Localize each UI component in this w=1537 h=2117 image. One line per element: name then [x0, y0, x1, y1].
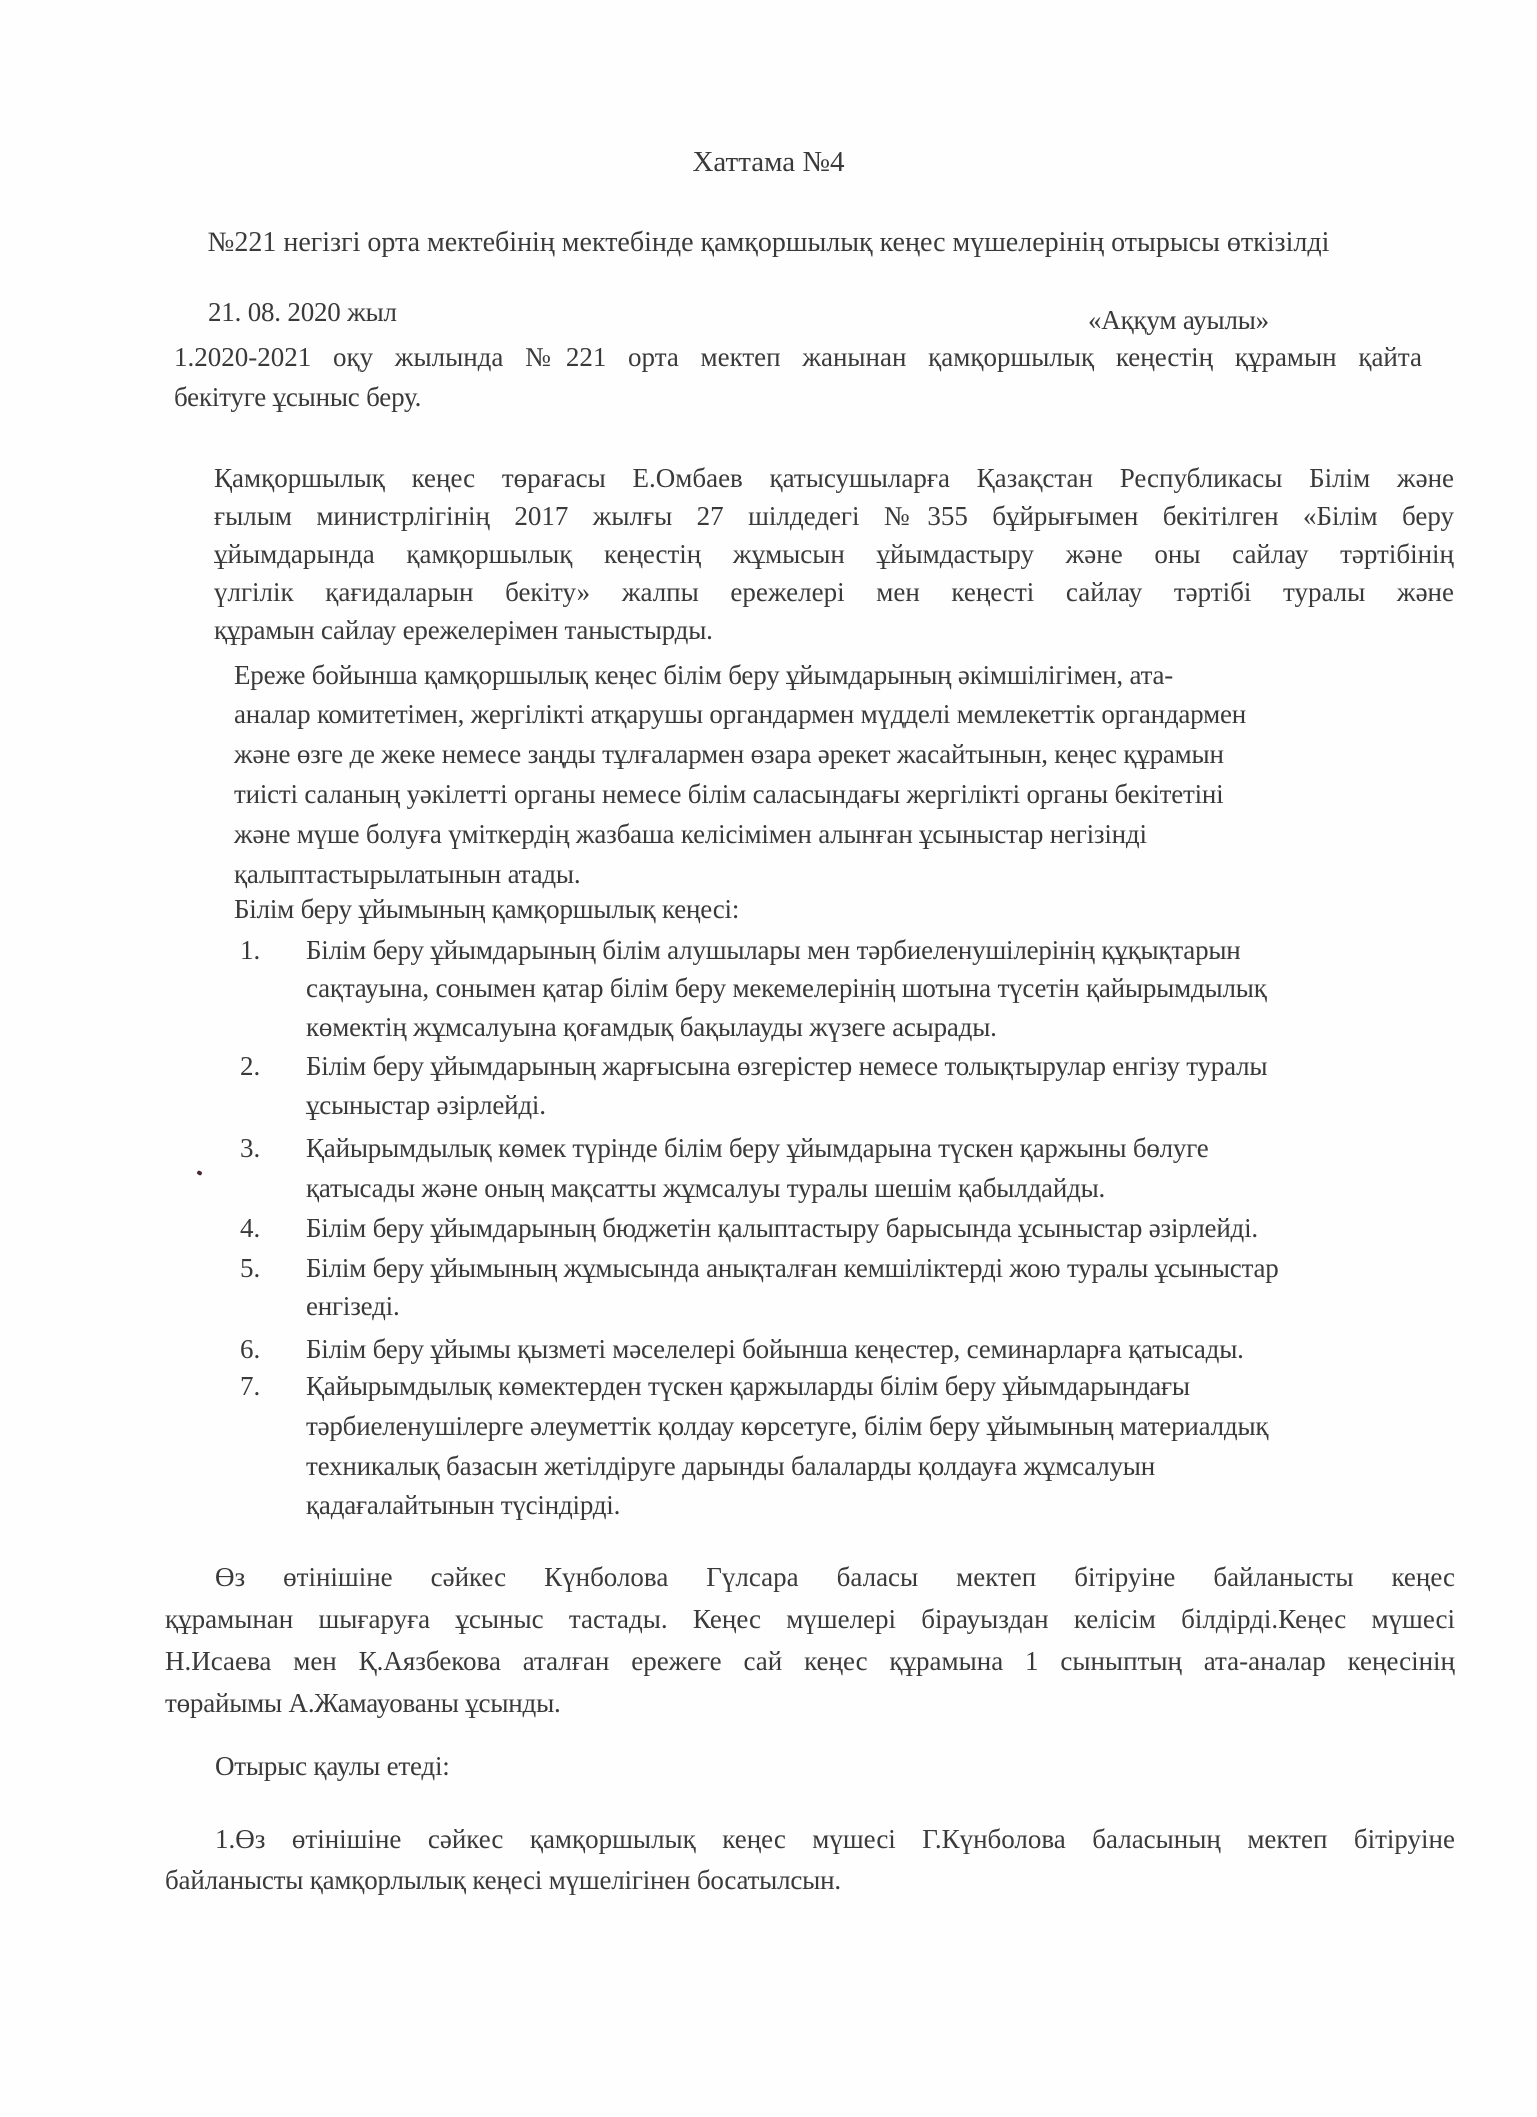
list-item-line: ұсыныстар әзірлейді.	[306, 1090, 546, 1120]
rules-line: және өзге де жеке немесе заңды тұлғалармен өзара әрекет жасайтынын, кеңес құрамын	[234, 739, 1224, 769]
list-item-line: Білім беру ұйымдарының жарғысына өзгерістер немесе толықтырулар енгізу туралы	[306, 1051, 1268, 1081]
intro-line: үлгілік қағидаларын бекіту» жалпы ережелері мен кеңесті сайлау тәртібі туралы және	[214, 577, 1454, 607]
list-item-number: 1.	[240, 935, 261, 965]
list-item-number: 7.	[240, 1371, 261, 1401]
intro-line: құрамын сайлау ережелерімен таныстырды.	[214, 615, 713, 645]
list-item-line: тәрбиеленушілерге әлеуметтік қолдау көрсетуге, білім беру ұйымының материалдық	[306, 1411, 1269, 1441]
intro-line: Қамқоршылық кеңес төрағасы Е.Омбаев қатысушыларға Қазақстан Республикасы Білім және	[214, 463, 1454, 493]
meeting-place: «Аққум ауылы»	[1088, 305, 1269, 335]
list-item-line: Білім беру ұйымының жұмысында анықталған кемшіліктерді жою туралы ұсыныстар	[306, 1253, 1279, 1283]
meeting-date: 21. 08. 2020 жыл	[208, 297, 397, 327]
intro-line: ұйымдарында қамқоршылық кеңестің жұмысын ұйымдастыру және оны сайлау тәртібінің	[214, 539, 1454, 569]
resolution-line: байланысты қамқорлылық кеңесі мүшелігінен босатылсын.	[165, 1865, 841, 1895]
list-heading: Білім беру ұйымының қамқоршылық кеңесі:	[234, 894, 740, 924]
request-line: Н.Исаева мен Қ.Аязбекова аталған ережеге сай кеңес құрамына 1 сыныптың ата-аналар кеңесінің	[165, 1646, 1455, 1676]
intro-line: ғылым министрлігінің 2017 жылғы 27 шілдедегі №355 бұйрығымен бекітілген «Білім беру	[214, 501, 1454, 531]
agenda-line-1: 1.2020-2021 оқу жылында №221 орта мектеп жанынан қамқоршылық кеңестің құрамын қайта	[174, 342, 1422, 372]
rules-line: Ереже бойынша қамқоршылық кеңес білім беру ұйымдарының әкімшілігімен, ата-	[234, 660, 1174, 690]
resolution-line: 1.Өз өтінішіне сәйкес қамқоршылық кеңес мүшесі Г.Күнболова баласының мектеп бітіруіне	[215, 1824, 1455, 1854]
document-subtitle: №221 негізгі орта мектебінің мектебінде қамқоршылық кеңес мүшелерінің отырысы өткізілді	[207, 227, 1330, 258]
list-item-line: техникалық базасын жетілдіруге дарынды балаларды қолдауға жұмсалуын	[306, 1451, 1155, 1481]
list-item-line: Қайырымдылық көмек түрінде білім беру ұйымдарына түскен қаржыны бөлуге	[306, 1133, 1209, 1163]
scan-speck	[196, 1170, 202, 1176]
request-line: Өз өтінішіне сәйкес Күнболова Гүлсара баласы мектеп бітіруіне байланысты кеңес	[215, 1562, 1455, 1592]
rules-line: аналар комитетімен, жергілікті атқарушы органдармен мүдделі мемлекеттік органдармен	[234, 699, 1246, 729]
request-line: төрайымы А.Жамауованы ұсынды.	[165, 1688, 561, 1718]
list-item-line: көмектің жұмсалуына қоғамдық бақылауды жүзеге асырады.	[306, 1012, 997, 1042]
list-item-number: 2.	[240, 1051, 261, 1081]
list-item-line: Білім беру ұйымдарының білім алушылары мен тәрбиеленушілерінің құқықтарын	[306, 935, 1241, 965]
request-line: құрамынан шығаруға ұсыныс тастады. Кеңес мүшелері бірауыздан келісім білдірді.Кеңес мүшесі	[165, 1604, 1455, 1634]
list-item-number: 5.	[240, 1253, 261, 1283]
list-item-number: 6.	[240, 1334, 261, 1364]
list-item-line: Білім беру ұйымы қызметі мәселелері бойынша кеңестер, семинарларға қатысады.	[306, 1334, 1244, 1364]
list-item-line: сақтауына, сонымен қатар білім беру мекемелерінің шотына түсетін қайырымдылық	[306, 973, 1267, 1003]
list-item-line: Қайырымдылық көмектерден түскен қаржыларды білім беру ұйымдарындағы	[306, 1371, 1190, 1401]
list-item-number: 4.	[240, 1213, 261, 1243]
list-item-line: қадағалайтынын түсіндірді.	[306, 1490, 621, 1520]
list-item-number: 3.	[240, 1133, 261, 1163]
list-item-line: Білім беру ұйымдарының бюджетін қалыптастыру барысында ұсыныстар әзірлейді.	[306, 1213, 1258, 1243]
rules-line: және мүше болуға үміткердің жазбаша келісімімен алынған ұсыныстар негізінді	[234, 819, 1147, 849]
rules-line: қалыптастырылатынын атады.	[234, 859, 581, 889]
list-item-line: қатысады және оның мақсатты жұмсалуы туралы шешім қабылдайды.	[306, 1173, 1106, 1203]
list-item-line: енгізеді.	[306, 1291, 400, 1321]
agenda-line-2: бекітуге ұсыныс беру.	[174, 382, 422, 412]
resolution-heading: Отырыс қаулы етеді:	[215, 1751, 450, 1781]
rules-line: тиісті саланың уәкілетті органы немесе білім саласындағы жергілікті органы бекітетіні	[234, 779, 1224, 809]
document-title: Хаттама №4	[692, 146, 845, 178]
